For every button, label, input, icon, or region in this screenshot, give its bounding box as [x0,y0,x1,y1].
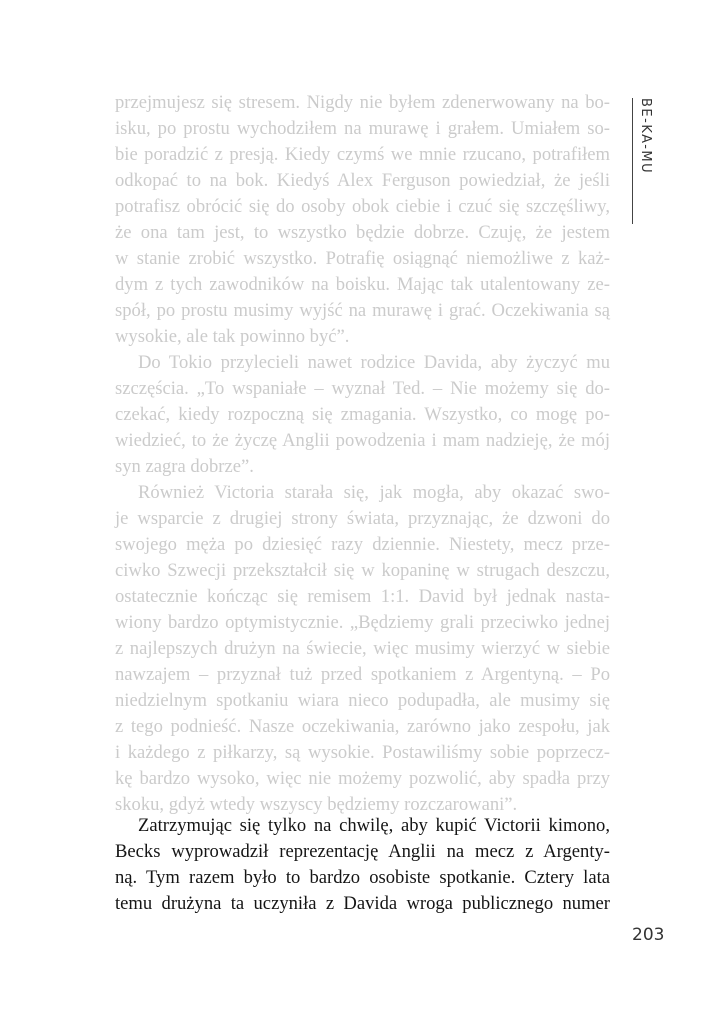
text-line: Becks wyprowadził reprezentację Anglii na mecz z Argenty- [115,841,610,862]
text-line: Również Victoria starała się, jak mogła, aby okazać swo- [138,482,610,503]
page-number: 203 [632,925,665,945]
text-line: Zatrzymując się tylko na chwilę, aby kupić Victorii kimono, [138,815,610,836]
text-line: nawzajem – przyznał tuż przed spotkaniem z Argentyną. – Po [115,664,610,685]
text-line: ną. Tym razem było to bardzo osobiste spotkanie. Cztery lata [115,867,610,888]
header-rule [632,98,633,224]
text-line: kę bardzo wysoko, więc nie możemy pozwolić, aby spadła przy [115,768,610,789]
text-line: temu drużyna ta uczyniła z Davida wroga publicznego numer [115,893,610,914]
text-line: dym z tych zawodników na boisku. Mając tak utalentowany ze- [115,274,610,295]
text-line: bie poradzić z presją. Kiedy czymś we mnie rzucano, potrafiłem [115,144,610,165]
text-line: w stanie zrobić wszystko. Potrafię osiągnąć niemożliwe z każ- [115,248,610,269]
faded-paragraphs [115,90,610,818]
text-line: spół, po prostu musimy wyjść na murawę i grać. Oczekiwania są [115,300,610,321]
text-line: odkopać to na bok. Kiedyś Alex Ferguson powiedział, że jeśli [115,170,610,191]
text-line: wysokie, ale tak powinno być”. [115,326,350,347]
text-line: z najlepszych drużyn na świecie, więc musimy wierzyć w siebie [115,638,610,659]
text-line: wiony bardzo optymistycznie. „Będziemy grali przeciwko jednej [115,612,610,633]
text-line: skoku, gdyż wtedy wszyscy będziemy rozczarowani”. [115,794,518,815]
text-line: ostatecznie kończąc się remisem 1:1. David był jednak nasta- [115,586,610,607]
text-line: że ona tam jest, to wszystko będzie dobrze. Czuję, że jestem [115,222,610,243]
body-paragraph [115,813,610,917]
text-line: czekać, kiedy rozpoczną się zmagania. Wszystko, co mogę po- [115,404,610,425]
text-line: potrafisz obrócić się do osoby obok ciebie i czuć się szczęśliwy, [115,196,610,217]
text-line: szczęścia. „To wspaniałe – wyznał Ted. – Nie możemy się do- [115,378,610,399]
text-line: przejmujesz się stresem. Nigdy nie byłem zdenerwowany na bo- [115,92,610,113]
text-line: isku, po prostu wychodziłem na murawę i grałem. Umiałem so- [115,118,610,139]
text-line: ciwko Szwecji przekształcił się w kopaninę w strugach deszczu, [115,560,610,581]
running-header: BE-KA-MU [638,98,653,175]
text-line: wiedzieć, to że życzę Anglii powodzenia i mam nadzieję, że mój [115,430,610,451]
text-line: i każdego z piłkarzy, są wysokie. Postawiliśmy sobie poprzecz- [115,742,610,763]
text-line: syn zagra dobrze”. [115,456,254,477]
text-line: swojego męża po dziesięć razy dziennie. Niestety, mecz prze- [115,534,610,555]
text-line: Do Tokio przylecieli nawet rodzice Davida, aby życzyć mu [138,352,610,373]
text-line: z tego podnieść. Nasze oczekiwania, zarówno jako zespołu, jak [115,716,610,737]
text-line: niedzielnym spotkaniu wiara nieco podupadła, ale musimy się [115,690,610,711]
text-line: je wsparcie z drugiej strony świata, przyznając, że dzwoni do [115,508,610,529]
